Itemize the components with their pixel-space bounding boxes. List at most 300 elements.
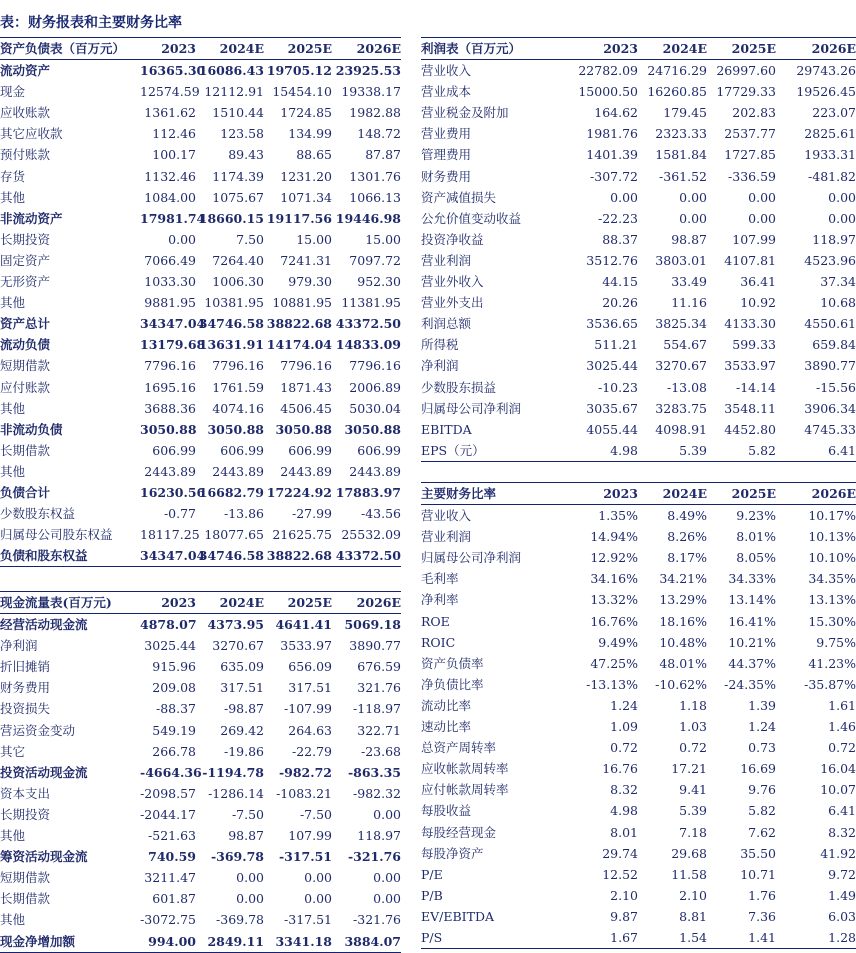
cell-value: 0.00 [748,189,776,205]
cell-value: 1.54 [638,927,707,949]
table-row [421,779,856,800]
cell-value: -7.50 [231,806,264,822]
cell-value: -481.82 [808,168,856,184]
cell-value: -7.50 [299,806,332,822]
cell-value: -22.79 [291,743,332,759]
cell-value: 16682.79 [198,484,264,500]
row-label: 利润总额 [421,316,472,332]
cell-value: 19117.56 [266,210,332,226]
cell-value: -98.87 [223,701,264,717]
row-label: 其它 [0,743,26,759]
balance-sheet-table [0,37,401,567]
cell-value: 2537.77 [724,126,776,142]
row-label: 每股经营现金 [421,824,497,840]
cell-value: -1286.14 [208,785,264,801]
cell-value: 1727.85 [724,147,776,163]
cell-value: 37.34 [820,274,856,290]
row-label: 负债合计 [0,484,51,500]
cell-value: 11.16 [671,295,707,311]
row-label: 速动比率 [421,719,472,735]
cell-value: 3270.67 [655,358,707,374]
cell-value: 10.92 [740,295,776,311]
cell-value: 3533.97 [724,358,776,374]
cell-value: 8.17% [667,550,707,566]
cell-value: 34.16% [590,571,638,587]
row-label: 营业利润 [421,252,472,268]
table-row [0,377,401,398]
cell-value: 36.41 [740,274,776,290]
row-label: 负债和股东权益 [0,545,140,567]
cell-value: 1.18 [679,697,707,713]
table-row [421,737,856,758]
table-row [0,398,401,419]
row-label: 固定资产 [0,252,51,268]
table-row [421,653,856,674]
table-row [0,720,401,741]
cell-value: 1071.34 [280,189,332,205]
cell-value: 1006.30 [212,274,264,290]
row-label: 资产减值损失 [421,189,497,205]
cell-value: 1871.43 [280,379,332,395]
cell-value: 5030.04 [349,400,401,416]
row-label: 长期投资 [0,806,51,822]
column-header: 2023 [541,38,638,60]
table-row [421,695,856,716]
table-row [421,547,856,568]
cell-value: 1.67 [541,927,638,949]
row-label: 应付帐款周转率 [421,782,509,798]
cell-value: 3512.76 [586,252,638,268]
cell-value: 10.13% [808,529,856,545]
cell-value: 38822.68 [266,316,332,332]
row-label: 资本支出 [0,785,51,801]
cell-value: 1724.85 [280,105,332,121]
row-label: 净利率 [421,592,459,608]
cell-value: 10.10% [808,550,856,566]
row-label: 其他 [0,828,26,844]
cell-value: 3050.88 [207,421,264,437]
cell-value: 14.94% [590,529,638,545]
cell-value: 1981.76 [586,126,638,142]
row-label: 归属母公司净利润 [421,550,522,566]
cell-value: 9.72 [828,866,856,882]
column-header: 2025E [707,483,776,505]
cell-value: -317.51 [278,849,332,865]
cell-value: -107.99 [284,701,332,717]
row-label: 流动负债 [0,337,51,353]
cell-value: 16.76% [590,613,638,629]
row-label: 其他 [0,295,26,311]
row-label: 其它应收款 [0,126,63,142]
row-label: 非流动资产 [0,210,63,226]
cell-value: -321.76 [353,912,401,928]
cell-value: 511.21 [594,337,638,353]
cell-value: 19705.12 [266,63,332,79]
cell-value: 1075.67 [212,189,264,205]
row-label: EPS（元） [421,440,541,462]
cell-value: 0.00 [236,870,264,886]
cell-value: 9.76 [748,782,776,798]
cell-value: 5.39 [638,440,707,462]
cell-value: 4641.41 [275,617,332,633]
row-label: 折旧摊销 [0,659,51,675]
table-row [421,208,856,229]
row-label: 营业费用 [421,126,472,142]
cell-value: -118.97 [353,701,401,717]
cell-value: 88.65 [296,147,332,163]
row-label: P/B [421,887,443,903]
row-label: 营业收入 [421,508,472,524]
cell-value: 7.50 [236,231,264,247]
table-row [421,102,856,123]
cell-value: 16.41% [728,613,776,629]
row-label: 营业外支出 [421,295,484,311]
cell-value: 43372.50 [332,545,401,567]
table-row [0,846,401,867]
cell-value: 0.00 [679,189,707,205]
cell-value: 202.83 [732,105,776,121]
cell-value: -336.59 [728,168,776,184]
cell-value: 0.00 [304,870,332,886]
cell-value: 17981.74 [140,210,206,226]
cell-value: 3803.01 [655,252,707,268]
cell-value: 4550.61 [804,316,856,332]
cell-value: 164.62 [594,105,638,121]
cell-value: 7264.40 [212,252,264,268]
row-label: 长期投资 [0,231,51,247]
table-row [0,334,401,355]
cell-value: -14.14 [735,379,776,395]
cell-value: 3884.07 [332,931,401,953]
row-label: 营业收入 [421,63,472,79]
cell-value: 29743.26 [796,63,856,79]
column-header: 2024E [638,38,707,60]
table-row [421,526,856,547]
table-row [0,909,401,930]
cell-value: 2443.89 [349,463,401,479]
table-title: 现金流量表(百万元) [0,592,140,614]
cell-value: 107.99 [288,828,332,844]
row-label: 营业成本 [421,84,472,100]
cell-value: 606.99 [288,442,332,458]
cell-value: 44.37% [728,655,776,671]
row-label: ROIC [421,634,456,650]
cell-value: 2006.89 [349,379,401,395]
column-header: 2024E [196,592,264,614]
cell-value: 5.82 [748,803,776,819]
cell-value: 952.30 [357,274,401,290]
column-header: 2025E [707,38,776,60]
cell-value: -10.62% [655,676,707,692]
cell-value: 8.26% [667,529,707,545]
cell-value: 8.49% [667,508,707,524]
cell-value: 3825.34 [655,316,707,332]
cell-value: -2098.57 [140,785,196,801]
cell-value: 0.72 [610,740,638,756]
cell-value: 269.42 [220,722,264,738]
row-label: 营业税金及附加 [421,105,509,121]
cell-value: 5.82 [707,440,776,462]
cell-value: 0.00 [828,189,856,205]
row-label: 净利润 [421,358,459,374]
cell-value: 317.51 [288,680,332,696]
cell-value: 19446.98 [335,210,401,226]
cell-value: 7241.31 [280,252,332,268]
cell-value: 7097.72 [349,252,401,268]
column-header: 2026E [776,38,856,60]
row-label: 净利润 [0,638,38,654]
table-row [0,313,401,334]
table-row [421,81,856,102]
cell-value: 123.58 [220,126,264,142]
cell-value: -361.52 [659,168,707,184]
row-label: 应收帐款周转率 [421,761,509,777]
cell-value: -4664.36 [140,764,202,780]
cell-value: 13631.91 [198,337,264,353]
table-row [0,208,401,229]
cell-value: 18117.25 [140,527,200,543]
cell-value: 223.07 [812,105,856,121]
cell-value: 10.07 [820,782,856,798]
cell-value: 1231.20 [280,168,332,184]
column-header: 2025E [264,38,332,60]
row-label: 流动比率 [421,697,472,713]
cell-value: 10881.95 [272,295,332,311]
cell-value: -0.77 [163,506,196,522]
cell-value: 1.24 [748,719,776,735]
cell-value: 16.04 [820,761,856,777]
table-title: 资产负债表（百万元） [0,38,140,60]
cell-value: 22782.09 [578,63,638,79]
cell-value: 17.21 [671,761,707,777]
cell-value: 10381.95 [204,295,264,311]
cell-value: -19.86 [223,743,264,759]
cell-value: 15454.10 [272,84,332,100]
table-row [0,60,401,82]
cell-value: 4098.91 [655,421,707,437]
row-label: 投资损失 [0,701,51,717]
cell-value: 2443.89 [144,463,196,479]
row-label: 流动资产 [0,63,51,79]
cell-value: 87.87 [365,147,401,163]
cell-value: 16.76 [602,761,638,777]
cell-value: 1066.13 [349,189,401,205]
cell-value: -13.86 [223,506,264,522]
cell-value: 0.00 [373,806,401,822]
table-row [421,123,856,144]
cell-value: 13.29% [659,592,707,608]
cell-value: 3270.67 [212,638,264,654]
table-row [421,885,856,906]
cell-value: 12.52 [602,866,638,882]
table-row [421,229,856,250]
table-row [421,589,856,610]
cell-value: -27.99 [291,506,332,522]
table-row [0,81,401,102]
row-label: 营业外收入 [421,274,484,290]
table-row [421,674,856,695]
table-row [0,292,401,313]
row-label: 资产总计 [0,316,51,332]
cell-value: 979.30 [288,274,332,290]
cell-value: 7.36 [748,908,776,924]
table-row [421,313,856,334]
cell-value: 4107.81 [724,252,776,268]
cell-value: 656.09 [288,659,332,675]
cell-value: 15000.50 [578,84,638,100]
cell-value: 12574.59 [140,84,200,100]
cell-value: 1982.88 [349,105,401,121]
cell-value: 2.10 [610,887,638,903]
cell-value: 7796.16 [280,358,332,374]
table-row [0,867,401,888]
cell-value: 8.05% [736,550,776,566]
cell-value: 16.69 [740,761,776,777]
cell-value: 317.51 [220,680,264,696]
cell-value: -88.37 [155,701,196,717]
row-label: 归属母公司股东权益 [0,527,113,543]
cell-value: 10.68 [820,295,856,311]
cell-value: 0.00 [748,210,776,226]
cell-value: 43372.50 [335,316,401,332]
table-title: 利润表（百万元） [421,38,541,60]
row-label: 现金 [0,84,26,100]
row-label: 短期借款 [0,358,51,374]
cell-value: 0.00 [610,189,638,205]
cell-value: 1933.31 [804,147,856,163]
cell-value: 88.37 [602,231,638,247]
cell-value: 16365.30 [140,63,206,79]
cell-value: 635.09 [220,659,264,675]
cell-value: 2849.11 [196,931,264,953]
cell-value: 17883.97 [335,484,401,500]
cell-value: 10.71 [740,866,776,882]
row-label: 非流动负债 [0,421,63,437]
row-label: 长期借款 [0,442,51,458]
cell-value: 18.16% [659,613,707,629]
row-label: 归属母公司净利润 [421,400,522,416]
table-row [421,906,856,927]
cell-value: 3906.34 [804,400,856,416]
cell-value: 3035.67 [586,400,638,416]
cell-value: 118.97 [812,231,856,247]
cell-value: 13179.68 [140,337,206,353]
cell-value: -1083.21 [276,785,332,801]
row-label: 存货 [0,168,26,184]
cell-value: 3211.47 [144,870,196,886]
table-row [0,355,401,376]
cell-value: -15.56 [815,379,856,395]
cell-value: 3548.11 [724,400,776,416]
cell-value: 18077.65 [204,527,264,543]
cell-value: 148.72 [357,126,401,142]
table-row [421,166,856,187]
cell-value: 3050.88 [275,421,332,437]
table-row [0,419,401,440]
cell-value: -317.51 [284,912,332,928]
cell-value: 606.99 [152,442,196,458]
column-header: 2024E [196,38,264,60]
row-label: EBITDA [421,421,472,437]
cell-value: 994.00 [140,931,196,953]
table-header-row [0,38,401,60]
cell-value: 266.78 [152,743,196,759]
cell-value: 3341.18 [264,931,332,953]
table-row [0,825,401,846]
cell-value: 1401.39 [586,147,638,163]
cell-value: 34746.58 [198,316,264,332]
cell-value: 1174.39 [212,168,264,184]
cell-value: 16260.85 [647,84,707,100]
cell-value: 17729.33 [716,84,776,100]
cell-value: 118.97 [357,828,401,844]
cell-value: 322.71 [357,722,401,738]
cell-value: 7066.49 [144,252,196,268]
row-label: 管理费用 [421,147,472,163]
table-row [421,611,856,632]
row-label: 投资活动现金流 [0,764,88,780]
column-header: 2026E [332,592,401,614]
cell-value: -24.35% [724,676,776,692]
row-label: 其他 [0,189,26,205]
cell-value: 13.13% [808,592,856,608]
cell-value: 3050.88 [140,421,197,437]
cell-value: 1.35% [598,508,638,524]
cell-value: 21625.75 [272,527,332,543]
cell-value: 8.01% [736,529,776,545]
cell-value: -369.78 [210,849,264,865]
cell-value: 2.10 [679,887,707,903]
cell-value: 4074.16 [212,400,264,416]
cell-value: 13.32% [590,592,638,608]
cell-value: 0.73 [748,740,776,756]
table-row [0,166,401,187]
cell-value: 100.17 [152,147,196,163]
cell-value: -43.56 [360,506,401,522]
cell-value: 4506.45 [280,400,332,416]
table-title: 主要财务比率 [421,483,541,505]
row-label: 财务费用 [0,680,51,696]
cell-value: 20.26 [602,295,638,311]
cell-value: 3025.44 [586,358,638,374]
cell-value: 17224.92 [266,484,332,500]
row-label: 少数股东损益 [421,379,497,395]
cell-value: 134.99 [288,126,332,142]
financial-ratios-table [421,482,856,949]
table-row [0,741,401,762]
cell-value: -13.08 [666,379,707,395]
cell-value: 6.03 [828,908,856,924]
cell-value: 29.74 [602,845,638,861]
table-row [0,440,401,461]
cell-value: 915.96 [152,659,196,675]
cell-value: 1.09 [610,719,638,735]
cell-value: 1.61 [828,697,856,713]
cell-value: 89.43 [228,147,264,163]
row-label: 筹资活动现金流 [0,849,88,865]
cell-value: 34347.04 [140,316,206,332]
cell-value: 8.01 [610,824,638,840]
table-row [421,250,856,271]
cell-value: 1.03 [679,719,707,735]
cell-value: 209.08 [152,680,196,696]
row-label: 毛利率 [421,571,459,587]
table-row [0,545,401,567]
cell-value: 34347.04 [140,545,196,567]
cell-value: 11381.95 [341,295,401,311]
cell-value: 15.00 [296,231,332,247]
cell-value: 1301.76 [349,168,401,184]
